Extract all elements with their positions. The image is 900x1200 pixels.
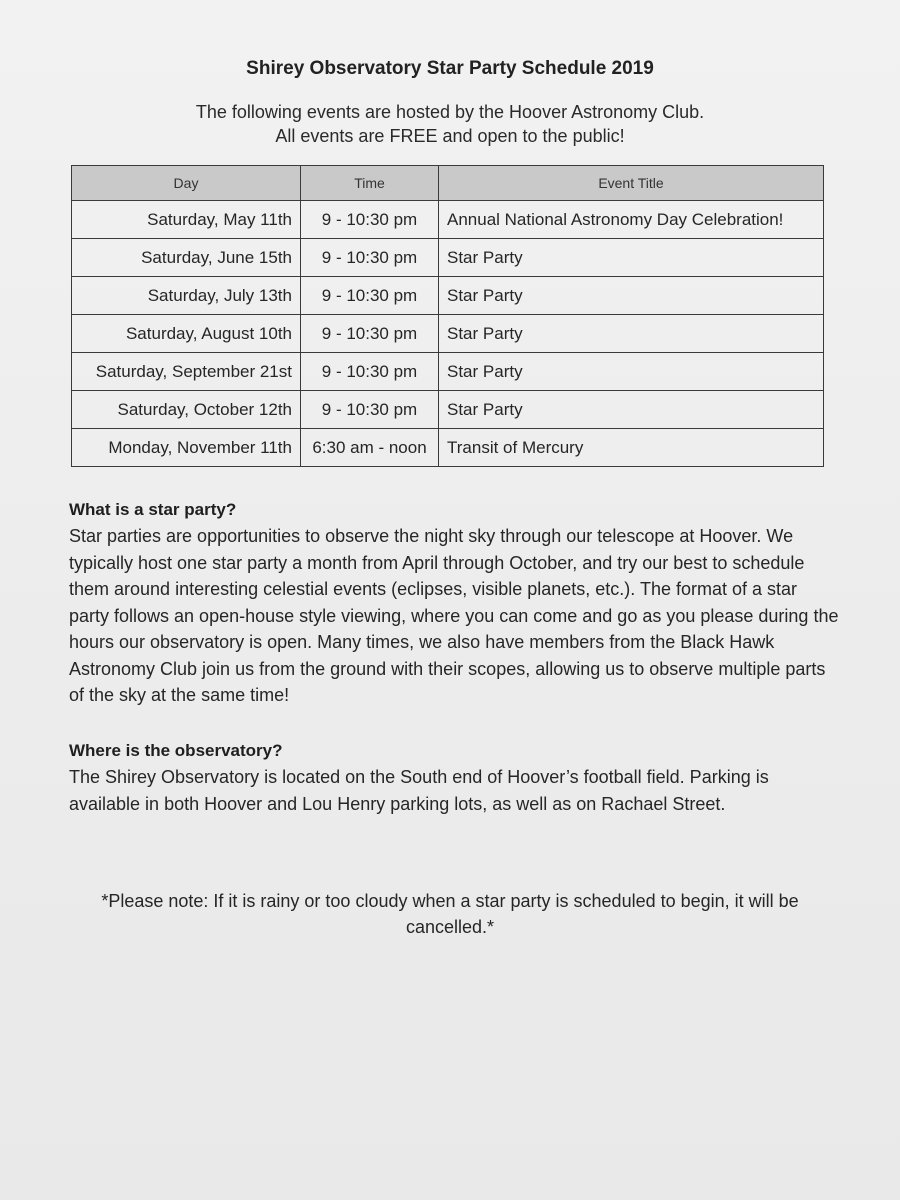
subtitle-line-1: The following events are hosted by the Hoover Astronomy Club. [195,102,705,122]
cell-time: 9 - 10:30 pm [301,239,439,277]
cell-event: Star Party [439,353,824,391]
cell-day: Saturday, October 12th [72,391,301,429]
schedule-table [71,165,824,467]
table-row [72,429,824,467]
cell-time: 9 - 10:30 pm [301,353,439,391]
subtitle [0,100,900,148]
star-party-heading: What is a star party? [69,500,237,519]
cell-time: 9 - 10:30 pm [301,391,439,429]
cell-day: Saturday, August 10th [72,315,301,353]
cell-time: 9 - 10:30 pm [301,201,439,239]
cell-event: Star Party [439,391,824,429]
observatory-section [69,738,839,817]
star-party-body: Star parties are opportunities to observe the night sky through our telescope at Hoover. We typically host one star party a month from April through October, and try our best to schedule them around interesting celestial events (eclipses, visible planets, etc.). The format of a star party follows an open-house style viewing, where you can come and go as you please during the hours our observatory is open. Many times, we also have members from the Black Hawk Astronomy Club join us from the ground with their scopes, allowing us to observe multiple parts of the sky at the same time! [69,526,839,705]
cell-event: Star Party [439,315,824,353]
table-row [72,391,824,429]
cell-event: Annual National Astronomy Day Celebration! [439,201,824,239]
weather-note: *Please note: If it is rainy or too cloudy when a star party is scheduled to begin, it will be cancelled.* [101,891,799,937]
cell-day: Saturday, May 11th [72,201,301,239]
cell-event: Transit of Mercury [439,429,824,467]
observatory-heading: Where is the observatory? [69,741,283,760]
star-party-section [69,497,839,709]
page-title: Shirey Observatory Star Party Schedule 2019 [246,58,654,79]
header-day: Day [72,166,301,201]
subtitle-line-2: All events are FREE and open to the public! [275,126,625,146]
cell-day: Saturday, June 15th [72,239,301,277]
table-row [72,239,824,277]
cell-time: 6:30 am - noon [301,429,439,467]
observatory-body: The Shirey Observatory is located on the South end of Hoover’s football field. Parking is available in both Hoover and Lou Henry parking lots, as well as on Rachael Street. [69,767,769,814]
table-row [72,201,824,239]
table-row [72,353,824,391]
header-time: Time [301,166,439,201]
cell-event: Star Party [439,239,824,277]
table-header-row [72,166,824,201]
cell-event: Star Party [439,277,824,315]
cell-time: 9 - 10:30 pm [301,315,439,353]
cell-time: 9 - 10:30 pm [301,277,439,315]
cell-day: Saturday, September 21st [72,353,301,391]
cell-day: Monday, November 11th [72,429,301,467]
cell-day: Saturday, July 13th [72,277,301,315]
table-row [72,277,824,315]
header-event-title: Event Title [439,166,824,201]
table-row [72,315,824,353]
